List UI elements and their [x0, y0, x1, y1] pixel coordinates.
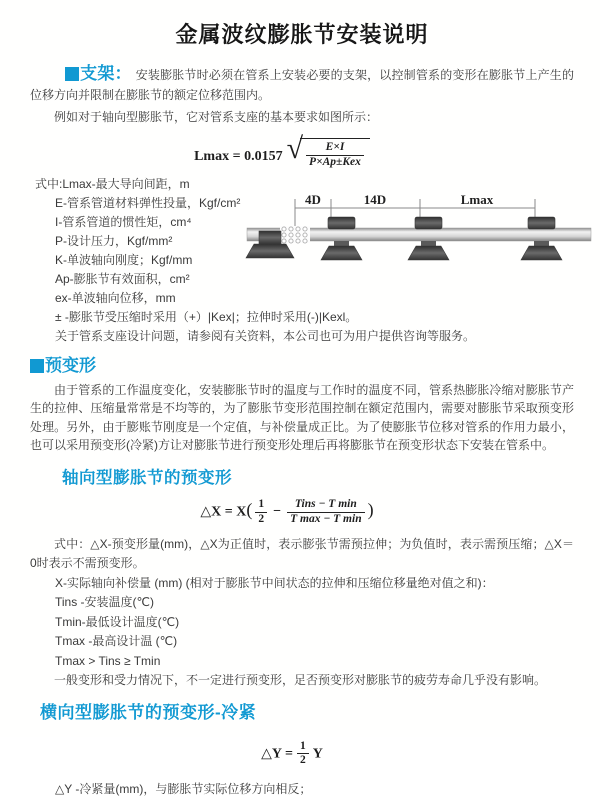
definition-line: E-管系管道材料弹性投量，Kgf/cm² [55, 195, 241, 210]
close-paren: ) [367, 499, 374, 520]
lmax-formula-lhs: Lmax = 0.0157 [194, 149, 283, 164]
support-intro-paragraph [30, 64, 574, 105]
definition-line: P-设计压力，Kgf/mm² [55, 233, 173, 248]
radical-sign: √ [286, 132, 304, 165]
dim-label-4d: 4D [305, 192, 321, 207]
half-numerator: 1 [255, 498, 267, 513]
definition-line: I-管系管道的惯性矩，cm⁴ [55, 214, 192, 229]
axial-predeform-formula [30, 498, 544, 527]
temp-ratio-denominator: T max − T min [290, 512, 362, 525]
pipe-support-diagram [243, 186, 595, 288]
predeform-section-heading-line [30, 356, 574, 377]
note-line: X-实际轴向补偿量 (mm) (相对于膨胀节中间状态的拉伸和压缩位移量绝对值之和)： [55, 575, 494, 590]
lateral-subsection-heading: 横向型膨胀节的预变形-冷紧 [40, 702, 257, 722]
note-line: 一般变形和受力情况下，不一定进行预变形，足否预变形对膨胀节的疲劳寿命几乎没有影响。 [54, 673, 547, 688]
open-paren: ( [246, 499, 253, 520]
lateral-half-numerator: 1 [297, 740, 309, 755]
predeform-paragraph: 由于管系的工作温度变化，安装膨胀节时的温度与工作时的温度不同，管系热膨胀冷缩对膨胀节产生的拉伸、压缩量常常是不均等的，为了膨胀节变形范围控制在额定范围内，需要对膨胀节采取预变形处理。另外，由于膨账节刚度是一个定值，与补偿量成正比。为了使膨胀节位移对管系的作用力最小，也可以采用预变形(冷紧)方让对膨胀节进行预变形处理后再将膨胀节在预变形状态下安装在管系中。 [30, 382, 574, 453]
page-title: 金属波纹膨胀节安装说明 [175, 22, 429, 47]
lmax-formula-denominator: P×Ap±Kex [309, 155, 361, 168]
lmax-formula [30, 132, 534, 170]
axial-notes-list [30, 535, 574, 691]
dim-label-lmax: Lmax [460, 192, 494, 207]
dim-label-14d: 14D [363, 192, 387, 207]
support-example-line: 例如对于轴向型膨胀节，它对管系支座的基本要求如图所示： [54, 110, 379, 124]
lmax-formula-numerator: E×I [306, 141, 364, 156]
note-line: Tmax > Tins ≥ Tmin [55, 653, 161, 668]
note-line: Tmin-最低设计温度(℃) [55, 614, 180, 629]
axial-formula-lhs: △X = X [200, 504, 247, 520]
axial-subsection-heading: 轴向型膨胀节的预变形 [62, 468, 232, 487]
support-intro-text: 安装膨胀节时必须在管系上安装必要的支架，以控制管系的变形在膨胀节上产生的位移方向并限制在膨胀节的额定位移范围内。 [30, 68, 574, 102]
definition-line: ex-单波轴向位移，mm [55, 290, 176, 305]
note-line: △Y -冷紧量(mm)，与膨胀节实际位移方向相反； [55, 782, 312, 797]
definition-line: K-单波轴向刚度；Kgf/mm [55, 252, 193, 267]
bellows-icon [280, 226, 310, 243]
lateral-formula-rhs: Y [312, 746, 323, 762]
note-line: Tmax -最高设计温 (℃) [55, 634, 178, 649]
support-section-heading: 支架： [80, 64, 132, 83]
lateral-formula-lhs: △Y = [261, 746, 293, 762]
definition-line: 式中:Lmax-最大导向间距，m [35, 176, 190, 191]
definition-line: Ap-膨胀节有效面积，cm² [55, 271, 190, 286]
minus-sign: − [273, 504, 282, 520]
predeform-section-heading: 预变形 [45, 355, 96, 375]
lateral-half-denominator: 2 [299, 754, 306, 767]
lateral-coldpull-formula [30, 740, 554, 769]
section-marker-icon [65, 67, 79, 81]
definition-line: 关于管系支座设计问题，请参阅有关资料，本公司也可为用户提供咨询等服务。 [55, 328, 476, 343]
square-root-expression [286, 132, 370, 170]
note-line: 式中：△X-预变形量(mm)，△X为正值时，表示膨张节需预拉伸；为负值时，表示需预压缩；△X＝0时表示不需预变形。 [30, 536, 574, 571]
half-denominator: 2 [258, 512, 265, 525]
lateral-notes [30, 780, 574, 800]
note-line: Tins -安装温度(℃) [55, 595, 155, 610]
temp-ratio-numerator: Tins − T min [287, 498, 365, 513]
section-marker-icon [30, 359, 44, 373]
definition-line: ± -膨胀节受压缩时采用（+）|Kex|；拉伸时采用(-)|Kexl。 [55, 309, 358, 324]
